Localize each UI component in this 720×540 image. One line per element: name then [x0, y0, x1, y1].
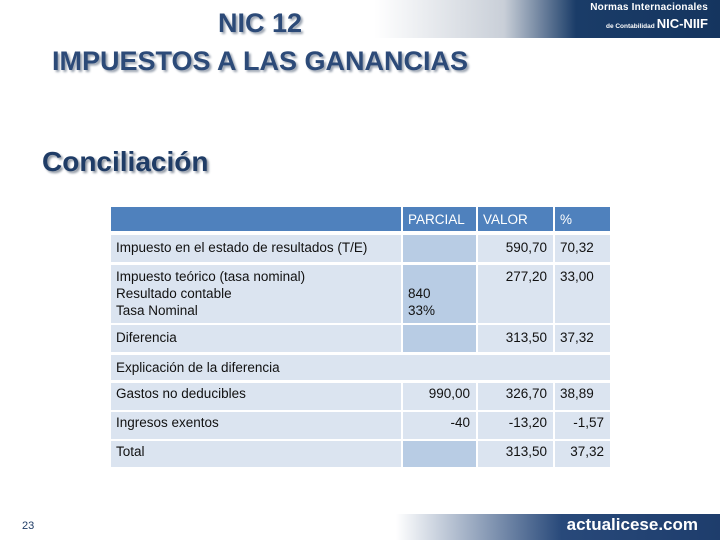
valor-diferencia: 313,50 [478, 325, 553, 352]
row-label-tasa-nominal: Tasa Nominal [116, 303, 198, 318]
slide-title-line2: IMPUESTOS A LAS GANANCIAS [51, 46, 469, 76]
section-title: Conciliación [42, 146, 209, 177]
pct-ingresos: -1,57 [555, 412, 610, 439]
brand-logo [590, 3, 708, 32]
row-label-ingresos: Ingresos exentos [111, 412, 401, 439]
column-header-valor: VALOR [478, 207, 553, 231]
parcial-ingresos: -40 [403, 412, 476, 439]
valor-total: 313,50 [478, 441, 553, 467]
parcial-resultado-contable: 840 [408, 286, 431, 301]
row-label-gastos: Gastos no deducibles [111, 383, 401, 410]
footer-logo: actualicese.com [566, 515, 698, 534]
column-header-percent: % [555, 207, 610, 231]
parcial-gastos: 990,00 [403, 383, 476, 410]
parcial-cell-empty [403, 325, 476, 352]
column-header-parcial: PARCIAL [403, 207, 476, 231]
valor-impuesto-estado: 590,70 [478, 235, 553, 262]
row-label-impuesto-teorico-block [111, 265, 401, 323]
pct-total: 37,32 [555, 441, 610, 467]
header-label-cell [111, 207, 401, 231]
brand-line1: Normas Internacionales [590, 2, 708, 13]
pct-impuesto-estado: 70,32 [555, 235, 610, 262]
row-label-impuesto-teorico: Impuesto teórico (tasa nominal) [116, 269, 306, 284]
row-label-explicacion: Explicación de la diferencia [111, 355, 610, 380]
reconciliation-table [111, 207, 610, 467]
parcial-values-cell [403, 265, 476, 323]
valor-ingresos: -13,20 [478, 412, 553, 439]
page-number: 23 [22, 520, 35, 532]
row-label-total: Total [111, 441, 401, 467]
parcial-cell-empty [403, 235, 476, 262]
valor-gastos: 326,70 [478, 383, 553, 410]
brand-line2 [590, 16, 708, 32]
brand-line2-large: NIC-NIIF [656, 16, 708, 31]
row-label-impuesto-estado: Impuesto en el estado de resultados (T/E) [111, 235, 401, 262]
valor-impuesto-teorico: 277,20 [478, 265, 553, 323]
slide-title-line1: NIC 12 [217, 8, 303, 38]
parcial-cell-empty [403, 441, 476, 467]
row-label-diferencia: Diferencia [111, 325, 401, 352]
pct-diferencia: 37,32 [555, 325, 610, 352]
parcial-tasa-nominal: 33% [408, 303, 436, 318]
brand-line2-small: de Contabilidad [605, 23, 655, 30]
pct-impuesto-teorico: 33,00 [555, 265, 610, 323]
pct-gastos: 38,89 [555, 383, 610, 410]
row-label-resultado-contable: Resultado contable [116, 286, 232, 301]
